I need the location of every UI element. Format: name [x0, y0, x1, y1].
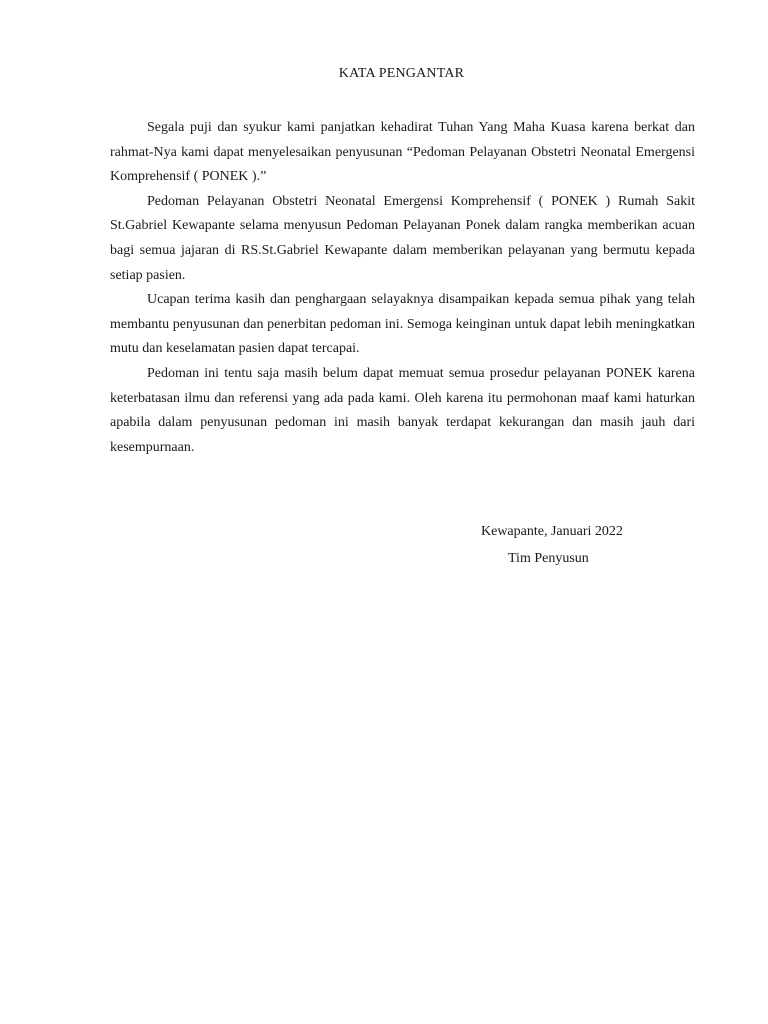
paragraph-4: Pedoman ini tentu saja masih belum dapat memuat semua prosedur pelayanan PONEK karena keterbatasan ilmu dan referensi yang ada pada kami. Oleh karena itu permohonan maaf kami haturkan apabila dalam penyusunan pedoman ini masih banyak terdapat kekurangan dan masih jauh dari kesempurnaan. [110, 365, 695, 455]
signature-block [481, 518, 641, 572]
paragraph-1: Segala puji dan syukur kami panjatkan kehadirat Tuhan Yang Maha Kuasa karena berkat dan rahmat-Nya kami dapat menyelesaikan penyusunan “Pedoman Pelayanan Obstetri Neonatal Emergensi Komprehensif ( PONEK ).” [110, 120, 695, 185]
paragraph-2: Pedoman Pelayanan Obstetri Neonatal Emergensi Komprehensif ( PONEK ) Rumah Sakit St.Gabriel Kewapante selama menyusun Pedoman Pelayanan Ponek dalam rangka memberikan acuan bagi semua jajaran di RS.St.Gabriel Kewapante dalam memberikan pelayanan yang bermutu kepada setiap pasien. [110, 193, 695, 283]
paragraph-3: Ucapan terima kasih dan penghargaan selayaknya disampaikan kepada semua pihak yang telah membantu penyusunan dan penerbitan pedoman ini. Semoga keinginan untuk dapat lebih meningkatkan mutu dan keselamatan pasien dapat tercapai. [110, 292, 695, 357]
place-date: Kewapante, Januari 2022 [481, 524, 623, 539]
page-title: KATA PENGANTAR [338, 66, 465, 81]
document-body [110, 116, 695, 460]
signatory-team: Tim Penyusun [508, 551, 589, 566]
